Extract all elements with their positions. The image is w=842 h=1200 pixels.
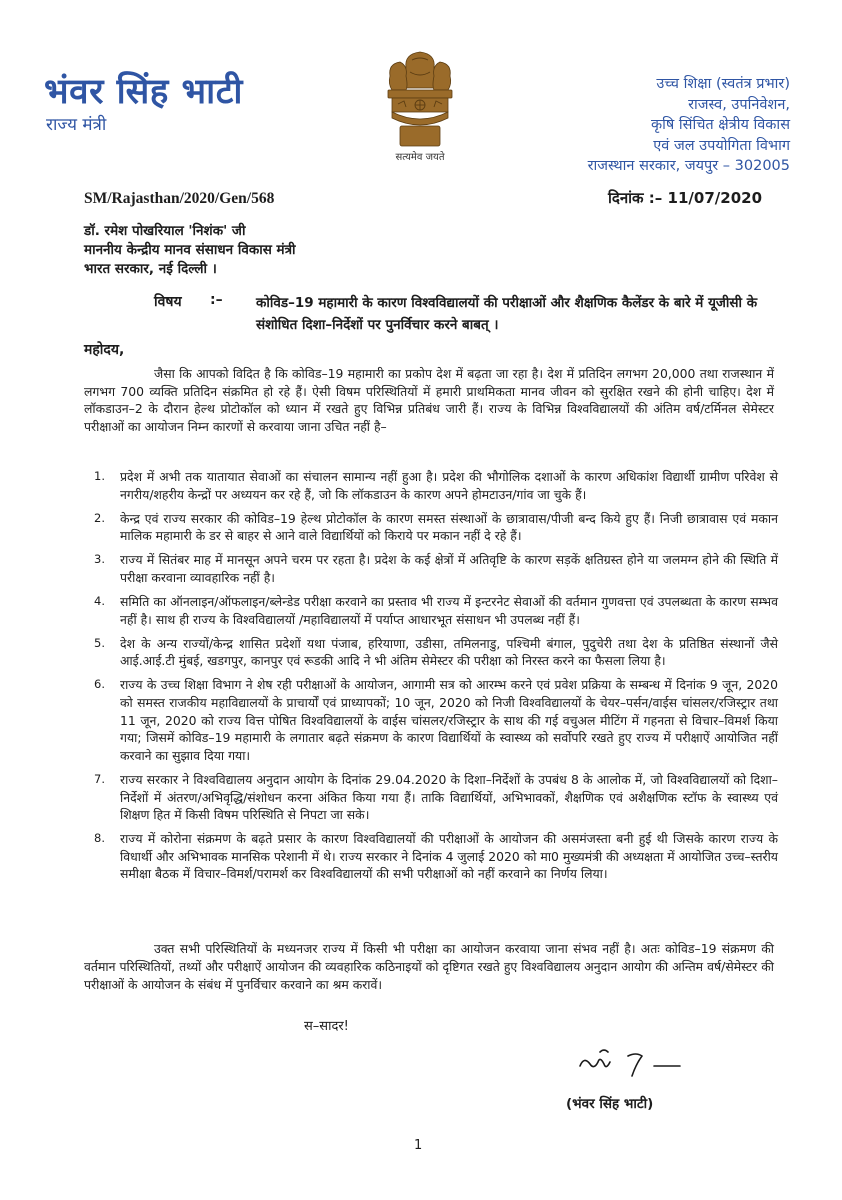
- sign-off: स–सादर!: [304, 1019, 349, 1034]
- reference-number: SM/Rajasthan/2020/Gen/568: [84, 190, 275, 207]
- reasons-list: [94, 468, 778, 889]
- list-item: [94, 468, 778, 503]
- lion-capital-emblem-icon: [376, 46, 464, 150]
- list-item-number: 8.: [94, 831, 105, 846]
- list-item-number: 2.: [94, 510, 105, 525]
- signer-name: (भंवर सिंह भाटी): [566, 1096, 654, 1112]
- list-item-text: समिति का ऑनलाइन/ऑफलाइन/ब्लेन्डेड परीक्षा करवाने का प्रस्ताव भी राज्य में इन्टरनेट सेवाओं की वर्तमान गुणवत्ता एवं उपलब्धता के कारण सम्भव नहीं है। साथ ही राज्य के विश्वविद्यालयों /महाविद्यालयों में पर्याप्त आधारभूत संसाधन भी उपलब्ध नहीं हैं।: [120, 594, 778, 627]
- list-item-text: राज्य के उच्च शिक्षा विभाग ने शेष रही परीक्षाओं के आयोजन, आगामी सत्र को आरम्भ करने एवं प्रवेश प्रक्रिया के सम्बन्ध में दिनांक 9 जून, 2020 को समस्त राजकीय महाविद्यालयों के प्राचार्यों एवं प्राध्यापकों; 10 जून, 2020 को निजी विश्वविद्यालयों के चेयर–पर्सन/वाईस चांसलर/रजिस्ट्रार तथा 11 जून, 2020 को राज्य वित्त पोषित विश्वविद्यालयों के वाईस चांसलर/रजिस्ट्रार के साथ की गई वचुअल मीटिंग में गहनता से विचार–विमर्श किया गया; जिसमें कोविड–19 महामारी के लगातार बढ़ते संक्रमण के कारण विद्यार्थियों के स्वास्थ्य को सर्वोपरि रखते हुए राज्य में परीक्षाऐं आयोजित नहीं करवाने का सुझाव दिया गया।: [120, 677, 778, 763]
- date-label: दिनांक :–: [608, 189, 663, 207]
- list-item: [94, 635, 778, 670]
- sender-title: राज्य मंत्री: [46, 115, 107, 135]
- department-line: कृषि सिंचित क्षेत्रीय विकास: [651, 117, 790, 133]
- list-item-number: 1.: [94, 469, 105, 483]
- intro-paragraph: जैसा कि आपको विदित है कि कोविड–19 महामारी का प्रकोप देश में बढ़ता जा रहा है। देश में प्रतिदिन लगभग 20,000 तथा राजस्थान में लगभग 700 व्यक्ति प्रतिदिन संक्रमित हो रहे हैं। ऐसी विषम परिस्थितियों में हमारी प्राथमिकता मानव जीवन को सुरक्षित रखने की होनी चाहिए। देश में लॉकडाउन–2 के दौरान हेल्थ प्रोटोकॉल को ध्यान में रखते हुए विभिन्न प्रतिबंध जारी हैं। राज्य के विभिन्न विश्वविद्यालयों की अंतिम वर्ष/टर्मिनल सेमेस्टर परीक्षाओं का आयोजन निम्न कारणों से करवाया जाना उचित नहीं है–: [84, 366, 774, 434]
- list-item-number: 6.: [94, 677, 105, 692]
- department-line: एवं जल उपयोगिता विभाग: [653, 137, 790, 154]
- list-item-text: प्रदेश में अभी तक यातायात सेवाओं का संचालन सामान्य नहीं हुआ है। प्रदेश की भौगोलिक दशाओं के कारण अधिकांश विद्यार्थी ग्रामीण परिवेश से नगरीय/शहरीय केन्द्रों पर अध्ययन कर रहे हैं, जो कि लॉकडाउन के कारण अपने होमटाउन/गांव जा चुके हैं।: [120, 469, 778, 502]
- sender-name: भंवर सिंह भाटी: [44, 72, 243, 112]
- handwritten-signature: [570, 1040, 700, 1082]
- list-item-text: राज्य सरकार ने विश्वविद्यालय अनुदान आयोग के दिनांक 29.04.2020 के दिशा–निर्देशों के उपबंध 8 के आलोक में, जो विश्वविद्यालयों को दिशा–निर्देशों में अंतरण/अभिवृद्धि/संशोधन करना अंकित किया गया हैं। ताकि विद्यार्थियों, अभिभावकों, शैक्षणिक एवं अशैक्षणिक स्टॉफ के स्वास्थ्य एवं शिक्षण हित में किसी विषम परिस्थिति से निपटा जा सके।: [120, 771, 778, 823]
- emblem-motto: सत्यमेव जयते: [395, 152, 445, 163]
- subject-text: कोविड–19 महामारी के कारण विश्वविद्यालयों की परीक्षाओं और शैक्षणिक कैलेंडर के बारे में यूजीसी के संशोधित दिशा–निर्देशों पर पुनर्विचार करने बाबत् ।: [256, 295, 758, 333]
- salutation: महोदय,: [84, 342, 125, 358]
- addressee-line: डॉ. रमेश पोखरियाल 'निशंक' जी: [84, 223, 246, 239]
- subject-label: विषय: [154, 294, 182, 310]
- addressee-line: माननीय केन्द्रीय मानव संसाधन विकास मंत्री: [84, 242, 296, 258]
- list-item-text: राज्य में सितंबर माह में मानसून अपने चरम पर रहता है। प्रदेश के कई क्षेत्रों में अतिवृष्टि के कारण सड़कें क्षतिग्रस्त होने या जलमग्न होने की स्थिति में परीक्षा करवाना व्यावहारिक नहीं है।: [120, 552, 778, 585]
- closing-paragraph: उक्त सभी परिस्थितियों के मध्यनजर राज्य में किसी भी परीक्षा का आयोजन करवाया जाना संभव नहीं है। अतः कोविड–19 संक्रमण की वर्तमान परिस्थितियों, तथ्यों और परीक्षाऐं आयोजन की व्यवहारिक कठिनाइयों को दृष्टिगत रखते हुए विश्वविद्यालय अनुदान आयोग की अन्तिम वर्ष/सेमेस्टर की परीक्षाओं के आयोजन के संबंध में पुनर्विचार करवाने का श्रम करावें।: [84, 941, 774, 992]
- addressee-block: [84, 222, 296, 279]
- list-item-text: राज्य में कोरोना संक्रमण के बढ़ते प्रसार के कारण विश्वविद्यालयों की परीक्षाओं के आयोजन की असमंजस्ता बनी हुई थी जिसके कारण राज्य के विधार्थी और अभिभावक मानसिक परेशानी में थे। राज्य सरकार ने दिनांक 4 जुलाई 2020 को मा0 मुख्यमंत्री की अध्यक्षता में आयोजित उच्च–स्तरीय समीक्षा बैठक में विचार–विमर्श/परामर्श कर विश्वविद्यालयों की सभी परीक्षाओं को नहीं करवाने का निर्णय लिया।: [120, 831, 778, 882]
- list-item: [94, 551, 778, 586]
- department-block: [510, 74, 790, 177]
- list-item: [94, 771, 778, 824]
- list-item-number: 3.: [94, 552, 105, 567]
- subject-separator: :–: [210, 292, 223, 308]
- national-emblem: [376, 46, 464, 164]
- list-item-text: देश के अन्य राज्यों/केन्द्र शासित प्रदेशों यथा पंजाब, हरियाणा, उडीसा, तमिलनाडु, पश्चिमी बंगाल, पुदुचेरी तथा देश के प्रतिष्ठित संस्थानों जैसे आई.आई.टी मुंबई, खडगपुर, कानपुर एवं रूडकी आदि ने भी अंतिम सेमेस्टर की परीक्षा को निरस्त करने का फैसला लिया है।: [120, 635, 778, 669]
- list-item: [94, 510, 778, 545]
- date-value: 11/07/2020: [667, 189, 762, 207]
- list-item-number: 4.: [94, 594, 105, 609]
- addressee-line: भारत सरकार, नई दिल्ली ।: [84, 261, 217, 277]
- letter-date: [608, 188, 762, 208]
- list-item-text: केन्द्र एवं राज्य सरकार की कोविड–19 हेल्थ प्रोटोकॉल के कारण समस्त संस्थाओं के छात्रावास/पीजी बन्द किये हुए हैं। निजी छात्रावास एवं मकान मालिक महामारी के डर से बाहर से आने वाले विद्यार्थियों को किराये पर मकान नहीं दे रहे हैं।: [120, 510, 778, 544]
- list-item-number: 7.: [94, 771, 105, 786]
- department-line: राजस्थान सरकार, जयपुर – 302005: [587, 158, 790, 174]
- list-item: [94, 593, 778, 628]
- signature-icon: [570, 1040, 700, 1082]
- list-item: [94, 676, 778, 764]
- department-line: उच्च शिक्षा (स्वतंत्र प्रभार): [656, 76, 790, 92]
- list-item: [94, 830, 778, 883]
- page-number: 1: [414, 1138, 423, 1153]
- list-item-number: 5.: [94, 635, 105, 650]
- department-line: राजस्व, उपनिवेशन,: [688, 96, 790, 113]
